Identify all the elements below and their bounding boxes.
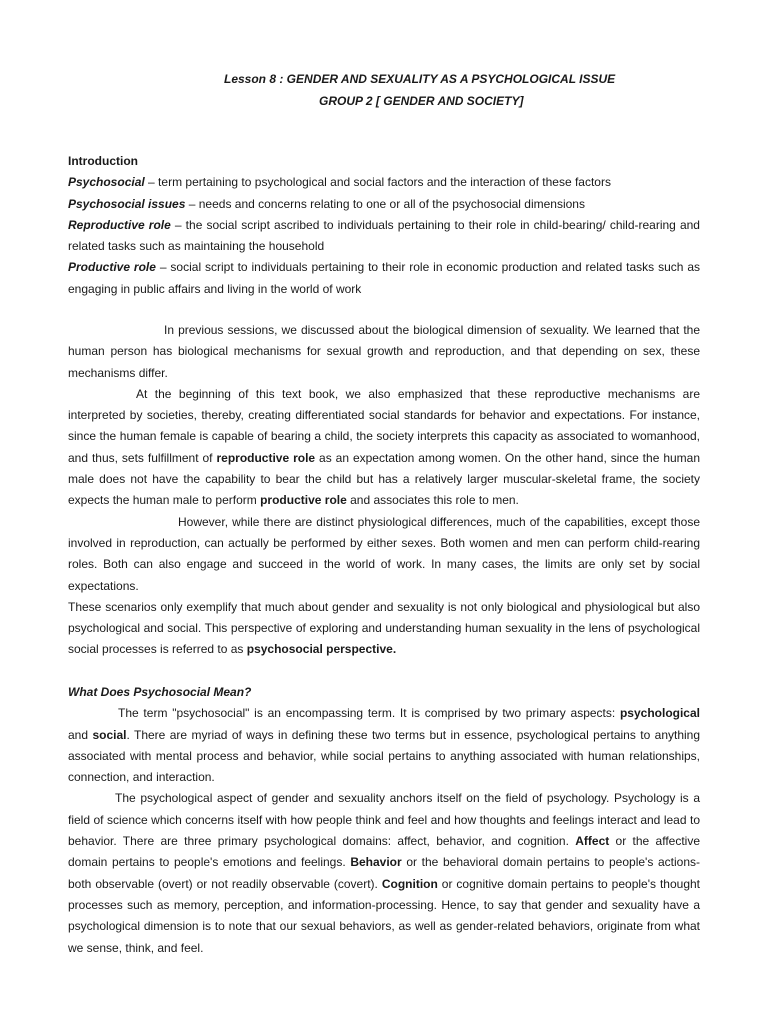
paragraph <box>68 597 700 661</box>
introduction-section <box>68 151 700 300</box>
section-heading: What Does Psychosocial Mean? <box>68 685 252 699</box>
definition-term: Psychosocial <box>68 175 145 190</box>
definition-text: – term pertaining to psychological and social factors and the interaction of these factors <box>144 175 611 190</box>
paragraph-text: or cognitive domain pertains to people's thought processes such as memory, perception, and information-processing. Hence, to say that gender and sexuality have a psychological dimension is to note that our sexual behaviors, as well as gender-related behaviors, originate from what we sense, think, and feel. <box>68 876 701 955</box>
paragraph-text: and associates this role to men. <box>346 493 519 508</box>
paragraph-text: and <box>68 727 93 742</box>
definition-term: Psychosocial issues <box>68 196 186 211</box>
bold-term: productive role <box>260 493 347 508</box>
group-title: GROUP 2 [ GENDER AND SOCIETY] <box>319 94 524 108</box>
bold-term: Cognition <box>381 876 438 891</box>
definition-text: – needs and concerns relating to one or all of the psychosocial dimensions <box>185 196 585 211</box>
definition-psychosocial-issues <box>68 194 700 215</box>
paragraph: However, while there are distinct physiological differences, much of the capabilities, except those involved in reproduction, can actually be performed by either sexes. Both women and men can perform child-rearing roles. Both can also engage and succeed in the world of work. In many cases, the limits are only set by social expectations. <box>68 514 700 593</box>
paragraph-text: or the affective domain pertains to people's emotions and feelings. <box>68 834 701 870</box>
paragraph-text: . There are myriad of ways in defining these two terms but in essence, psychological pertains to anything associated with mental process and behavior, while social pertains to anything associated with human relationships, connection, and interaction. <box>68 727 701 785</box>
paragraph-text: as an expectation among women. On the other hand, since the human male does not have the capability to bear the child but has a relatively larger muscular-skeletal frame, the society expects the human male to perform <box>68 450 701 508</box>
lesson-title: Lesson 8 : GENDER AND SEXUALITY AS A PSYCHOLOGICAL ISSUE <box>224 72 616 86</box>
definition-reproductive-role <box>68 215 700 258</box>
paragraph-text: These scenarios only exemplify that much about gender and sexuality is not only biological and physiological but also psychological and social. This perspective of exploring and understanding human sexuality in the lens of psychological social processes is referred to as <box>68 599 700 657</box>
definition-term: Reproductive role <box>68 217 171 232</box>
definition-text: – social script to individuals pertaining to their role in economic production and related tasks such as engaging in public affairs and living in the world of work <box>68 260 700 296</box>
bold-term: psychological <box>619 706 700 721</box>
bold-term: Behavior <box>350 855 402 870</box>
bold-term: reproductive role <box>216 450 316 465</box>
paragraph-text: or the behavioral domain pertains to people's actions-both observable (overt) or not readily observable (covert). <box>68 855 700 891</box>
bold-term: psychosocial perspective. <box>246 642 397 657</box>
paragraph <box>68 788 700 958</box>
paragraph-text: The psychological aspect of gender and sexuality anchors itself on the field of psychology. Psychology is a field of science which concerns itself with how people think and feel and how thoughts and feelings interact and lead to behavior. There are three primary psychological domains: affect, behavior, and cognition. <box>68 791 700 849</box>
bold-term: social <box>92 727 127 742</box>
paragraph: In previous sessions, we discussed about the biological dimension of sexuality. We learned that the human person has biological mechanisms for sexual growth and reproduction, and that depending on sex, these mechanisms differ. <box>68 323 700 380</box>
bold-term: Affect <box>575 834 610 849</box>
paragraph-text: At the beginning of this text book, we also emphasized that these reproductive mechanisms are interpreted by societies, thereby, creating differentiated social standards for behavior and expectations. For instance, since the human female is capable of bearing a child, the society interprets this capacity as associated to womanhood, and thus, sets fulfillment of <box>68 386 700 465</box>
definition-psychosocial <box>68 172 700 193</box>
introduction-heading: Introduction <box>68 154 138 168</box>
psychosocial-meaning-section <box>68 682 700 959</box>
paragraph <box>68 384 700 512</box>
definition-term: Productive role <box>68 260 156 275</box>
biological-dimension-section <box>68 320 700 661</box>
paragraph <box>68 703 700 788</box>
definition-productive-role <box>68 257 700 300</box>
paragraph-text: The term "psychosocial" is an encompassing term. It is comprised by two primary aspects: <box>118 706 620 721</box>
definition-text: – the social script ascribed to individuals pertaining to their role in child-bearing/ child-rearing and related tasks such as maintaining the household <box>68 217 700 254</box>
